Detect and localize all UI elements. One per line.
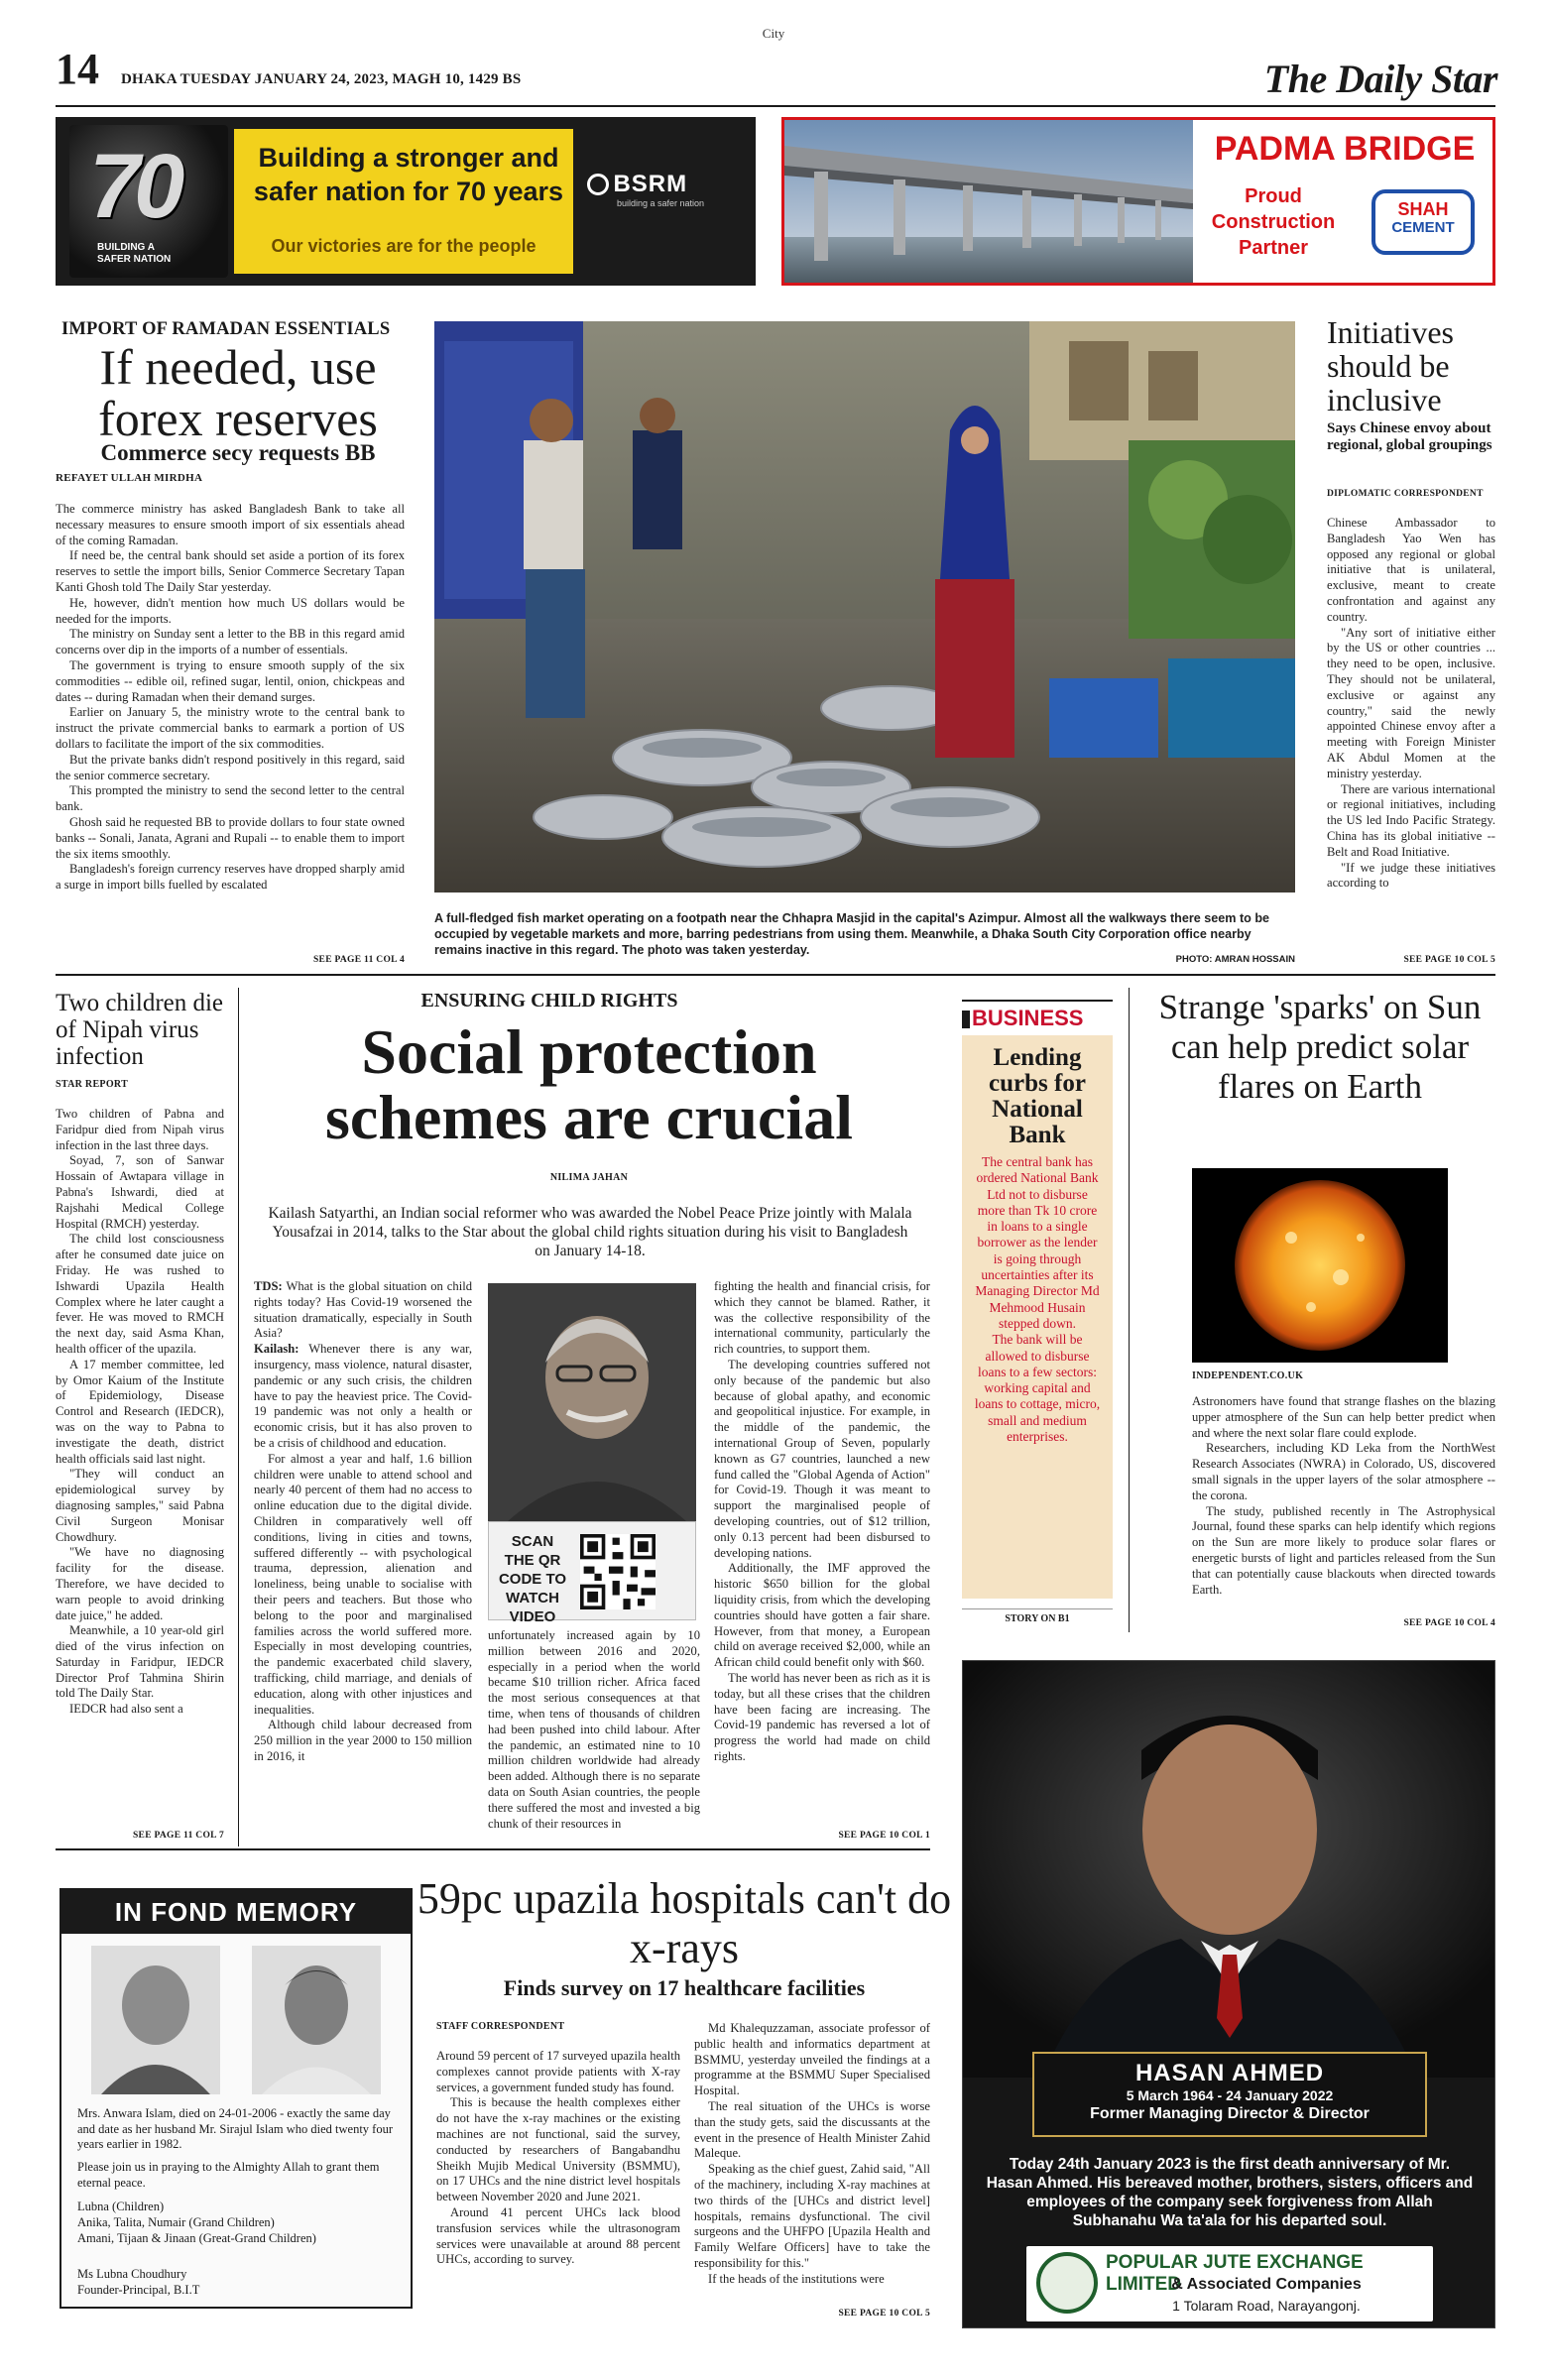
initiatives-subhead: Says Chinese envoy about regional, global groupings [1327,420,1492,453]
hasan-role: Former Managing Director & Director [1090,2105,1370,2122]
paragraph: Researchers, including KD Leka from the NorthWest Research Associates (NWRA) in Colorado, US, discovered small signals in the upper layers of the solar atmosphere -- the corona. [1192,1441,1495,1502]
bsrm-brand-tag: building a safer nation [617,198,705,208]
hasan-name: HASAN AHMED [1134,2060,1325,2086]
sparks-body [1192,1394,1495,1598]
photo-caption: A full-fledged fish market operating on a footpath near the Chhapra Masjid in the capital's Azimpur. Almost all the walkways there seem to be occupied by vegetable markets and more, barring pedestrians from using them. Meanwhile, a Dhaka South City Corporation office nearby remains inactive in this regard. The photo was taken yesterday. [434,911,1270,957]
business-panel [962,1035,1113,1599]
business-tag [962,1006,1113,1033]
memory-photo-right [252,1946,381,2094]
badge-sub: BUILDING A SAFER NATION [97,242,172,265]
business-text: The central bank has ordered National Bank Ltd not to disburse more than Tk 10 crore in loans to a single borrower as the lender is going through uncertainties after its Managing Director Md Mehmood Husain stepped down. [975,1154,1100,1331]
paragraph: Two children of Pabna and Faridpur died from Nipah virus infection in the last three days. [56,1107,224,1152]
qa-text: What is the global situation on child rights today? Has Covid-19 worsened the situation dramatically, especially in South Asia? [254,1279,472,1341]
paragraph: IEDCR had also sent a [69,1702,183,1717]
paragraph: The real situation of the UHCs is worse than the study gets, said the discussants at the event in the presence of Health Minister Zahid Maleque. [694,2098,930,2161]
business-text-2: The bank will be allowed to disburse loans to a few sectors: working capital and loans to cottage, micro, small and medium enterprises. [974,1332,1101,1445]
paragraph: "They will conduct an epidemiological survey by diagnosing samples," said Pabna Civil Surgeon Monisar Chowdhury. [56,1467,224,1544]
paragraph: "We have no diagnosing facility for the disease. Therefore, we have decided to warn people to avoid drinking date juice," he added. [56,1545,224,1622]
paragraph: The government is trying to ensure smooth supply of the six commodities -- edible oil, refined sugar, lentil, onion, chickpeas and dates -- during Ramadan when their demand surges. [56,657,405,704]
hospitals-col-1 [436,2049,680,2268]
paragraph: Earlier on January 5, the ministry wrote to the central bank to instruct the private commercial banks to earmark a portion of US dollars to facilitate the import of the six commodities. [56,705,405,751]
paragraph: The study, published recently in The Astrophysical Journal, found these sparks can help identify which regions on the Sun are more likely to produce solar flares or energetic bursts of light and particles released from the Sun that can potentially cause blackouts when directed towards Earth. [1192,1503,1495,1597]
paragraph: The world has never been as rich as it is today, but all these crises that the children have been facing are increasing. The Covid-19 pandemic has reversed a lot of progress the world had made on child rights. [714,1670,930,1763]
initiatives-byline: DIPLOMATIC CORRESPONDENT [1327,489,1484,499]
business-story-on: STORY ON B1 [962,1608,1113,1624]
paragraph: If the heads of the institutions were [708,2271,885,2286]
initiatives-headline[interactable]: Initiatives should be inclusive [1327,314,1454,417]
memory-photo-left [91,1946,220,2094]
memory-para-2: Please join us in praying to the Almighty Allah to grant them eternal peace. [77,2160,380,2190]
qa-label: TDS: [254,1279,283,1293]
fold-rule [56,974,1495,976]
paragraph: Speaking as the chief guest, Zahid said, "All of the machinery, including X-ray machines at two thirds of the [UHCs and district level] hospitals, remains dysfunctional. The civil surgeons and the UHFPO [Upazila Health and Family Welfare Officers] have to take the responsibility for this." [694,2162,930,2270]
header-rule [56,105,1495,107]
fond-memory-ad[interactable] [60,1888,413,2309]
bsrm-brand: BSRM [613,171,688,197]
business-tag-label: BUSINESS [972,1006,1084,1030]
dateline: DHAKA TUESDAY JANUARY 24, 2023, MAGH 10, 1429 BS [121,71,522,87]
hospitals-see-page[interactable]: SEE PAGE 10 COL 5 [838,2309,930,2319]
sun-image [1192,1168,1448,1363]
shah-cement-logo [1371,189,1475,255]
paragraph: If need be, the central bank should set aside a portion of its forex reserves to settle the import bills, Senior Commerce Secretary Tapan Kanti Ghosh told The Daily Star yesterday. [56,548,405,594]
shah-logo-line1: SHAH [1397,199,1449,219]
shah-logo-line2: CEMENT [1391,219,1455,236]
sparks-byline: INDEPENDENT.CO.UK [1192,1370,1304,1381]
paragraph: Meanwhile, a 10 year-old girl died of the virus infection on Saturday in Faridpur, IEDCR Director Prof Tahmina Shirin told The Daily Star. [56,1623,224,1701]
hasan-message: Today 24th January 2023 is the first death anniversary of Mr. Hasan Ahmed. His bereaved mother, brothers, sisters, officers and employees of the company seek forgiveness from Allah Subhanahu Wa ta'ala for his departed soul. [986,2156,1474,2229]
business-box[interactable] [962,1000,1113,1630]
qa-text: Whenever there is any war, insurgency, mass violence, natural disaster, pandemic or any such crisis, the children have to pay the heaviest price. The Covid-19 pandemic was not only a health or economic crisis, but it has also proven to be a crisis of childhood and education. [254,1342,473,1450]
memory-sign-2: Founder-Principal, B.I.T [77,2283,200,2297]
forex-subhead: Commerce secy requests BB [100,440,376,465]
social-intro: Kailash Satyarthi, an Indian social reformer who was awarded the Nobel Peace Prize jointly with Malala Yousafzai in 2014, talks to the Star about the global child rights situation during his visit to Bangladesh on January 14-18. [268,1205,912,1259]
qa-paragraph [254,1279,472,1342]
social-kicker: ENSURING CHILD RIGHTS [420,990,678,1012]
memory-family-1: Lubna (Children) [77,2200,165,2213]
col-rule [1129,988,1130,1632]
paragraph: Astronomers have found that strange flashes on the blazing upper atmosphere of the Sun can help better predict when and where the next solar flare could explode. [1192,1394,1495,1440]
memory-family-2: Anika, Talita, Numair (Grand Children) [77,2215,275,2229]
bsrm-headline: Building a stronger and safer nation for 70 years [253,143,564,206]
nipah-headline[interactable]: Two children die of Nipah virus infection [56,990,224,1070]
social-see-page[interactable]: SEE PAGE 10 COL 1 [838,1831,930,1841]
initiatives-body [1327,516,1495,892]
paragraph: The commerce ministry has asked Bangladesh Bank to take all necessary measures to ensure smooth import of six essentials ahead of the coming Ramadan. [56,502,405,547]
paragraph: Md Khalequzzaman, associate professor of public health and informatics department at BSMMU, yesterday unveiled the findings at a programme at the BSMMU Super Specialised Hospital. [694,2021,930,2098]
paragraph: This is because the health complexes either do not have the x-ray machines or the existing machines are not functional, said the survey, conducted by researchers of Bangabandhu Sheikh Mujib Medical University (BSMMU), on 17 UHCs and the nine district level hospitals between November 2020 and June 2021. [436,2095,680,2204]
bsrm-logo [587,171,746,230]
paragraph: This prompted the ministry to send the second letter to the central bank. [56,783,405,814]
padma-bridge-image [784,120,1193,283]
paragraph: The ministry on Sunday sent a letter to the BB in this regard amid concerns over dip in the imports of a number of essentials. [56,627,405,657]
social-headline[interactable]: Social protection schemes are crucial [325,1016,853,1152]
bsrm-subline: Our victories are for the people [271,236,537,256]
paragraph: There are various international or regional initiatives, including the US led Indo Pacific Strategy. China has its global initiative -- Belt and Road Initiative. [1327,781,1495,859]
paragraph: "Any sort of initiative either by the US or other countries ... they need to be open, inclusive. They should not be unilateral, exclusive or against any country," said the newly appointed Chinese envoy after a meeting with Foreign Minister AK Abdul Momen at the ministry yesterday. [1327,625,1495,780]
page-number: 14 [56,45,99,93]
kailash-portrait [488,1283,696,1521]
lower-rule [56,1848,930,1850]
paragraph: fighting the health and financial crisis, for which they cannot be blamed. Rather, it was the collective responsibility of the international community, particularly the rich countries, to support them. [714,1279,930,1357]
bsrm-yellow-panel [234,129,573,274]
hasan-portrait [963,1661,1495,2078]
qa-paragraph [254,1342,472,1452]
bsrm-70-badge [69,125,228,278]
jute-address: 1 Tolaram Road, Narayangonj. [1172,2298,1361,2314]
paragraph: The developing countries suffered not only because of the pandemic but also because of global apathy, and economic and geopolitical injustice. For example, in the middle of the pandemic, the international Group of Seven, popularly known as G7 countries, launched a new fund called the "Global Agenda of Action" for Covid-19. Though it was meant to support the marginalised people of developing countries, out of $12 trillion, only 0.13 percent had been disbursed to developing nations. [714,1357,930,1560]
paragraph: Additionally, the IMF approved the historic $650 billion for the global liquidity crisis, from which the developing countries should have gotten a fair share. However, from that money, a European child on average received $2,000, while an African child could benefit only with $60. [714,1561,930,1670]
paragraph: unfortunately increased again by 10 million between 2016 and 2020, especially in a period when the world became $10 trillion richer. Africa faced the most serious consequences at that time, when tens of thousands of children had been pushed into child labour. After the pandemic, an estimated nine to 10 million children worldwide had already been added. Although there is no separate data on South Asian countries, the people there suffered the most and invested a big chunk of their resources in [488,1628,700,1831]
nipah-body [56,1107,224,1718]
qa-paragraph: For almost a year and half, 1.6 billion children were unable to attend school and nearly 40 percent of them had no access to online education due to the digital divide. Children in comparatively well off conditions, living in cities and towns, suffered differently -- with psychological trauma, depression, alienation and loneliness, being unable to socialise with their peers and teachers. But those who belong to the poor and marginalised families across the world suffered more. Especially in most developing countries, the pandemic exacerbated child slavery, trafficking, child marriage, and denials of education, along with other injustices and inequalities. [254,1451,472,1717]
memory-title: IN FOND MEMORY [61,1890,411,1934]
forex-byline: REFAYET ULLAH MIRDHA [56,472,203,484]
hasan-dates: 5 March 1964 - 24 January 2022 [1126,2087,1334,2103]
paragraph: Around 59 percent of 17 surveyed upazila health complexes cannot provide patients with X-ray services, a government funded study has found. [436,2049,680,2094]
paragraph: A 17 member committee, led by Omor Kaium of the Institute of Epidemiology, Disease Control and Research (IEDCR), was on the way to Pabna to investigate the death, district health officials said last night. [56,1357,224,1466]
paragraph: He, however, didn't mention how much US dollars would be needed for the imports. [56,595,405,626]
forex-body [56,502,405,893]
jute-company-sub: & Associated Companies [1171,2276,1362,2293]
social-col-1 [254,1279,472,1765]
forex-kicker: IMPORT OF RAMADAN ESSENTIALS [61,319,391,339]
nipah-see-page[interactable]: SEE PAGE 11 COL 7 [132,1831,224,1841]
bsrm-ad[interactable] [56,117,756,286]
sparks-see-page[interactable]: SEE PAGE 10 COL 4 [1403,1618,1495,1628]
jute-logo-icon [1036,2252,1098,2314]
section-label: City [762,26,785,41]
forex-see-page[interactable]: SEE PAGE 11 COL 4 [312,955,405,965]
social-byline: NILIMA JAHAN [549,1172,629,1183]
masthead: The Daily Star [1263,57,1497,101]
qr-text: SCAN THE QR CODE TO WATCH VIDEO [498,1533,567,1625]
business-headline: Lending curbs for National Bank [989,1044,1086,1148]
hospitals-subhead: Finds survey on 17 healthcare facilities [503,1975,866,2000]
photo-credit: PHOTO: AMRAN HOSSAIN [1175,954,1295,965]
shah-ad-title: PADMA BRIDGE [1214,130,1476,168]
col-rule [238,988,239,1846]
social-col-2 [488,1628,700,1832]
qr-box[interactable] [488,1521,696,1625]
paragraph: But the private banks didn't respond positively in this regard, said the senior commerce secretary. [56,752,405,782]
jute-company: POPULAR JUTE EXCHANGE LIMITED [1106,2252,1364,2295]
fish-market-photo [434,321,1295,892]
hasan-memorial-ad[interactable] [962,1660,1495,2328]
sparks-headline[interactable]: Strange 'sparks' on Sun can help predict solar flares on Earth [1158,988,1482,1106]
qa-paragraph: Although child labour decreased from 250 million in the year 2000 to 150 million in 2016, it [254,1718,472,1763]
qr-code-icon [580,1534,656,1609]
paragraph: Bangladesh's foreign currency reserves have dropped sharply amid a surge in import bills fuelled by escalated [56,862,405,892]
paragraph: Around 41 percent UHCs lack blood transfusion services while the ultrasonogram services were unavailable at around 88 percent UHCs, according to survey. [436,2204,680,2267]
shah-cement-ad[interactable] [781,117,1495,286]
star-logo-icon [962,1011,970,1028]
initiatives-see-page[interactable]: SEE PAGE 10 COL 5 [1403,955,1495,965]
forex-headline[interactable]: If needed, use forex reserves [98,339,378,446]
paragraph: Soyad, 7, son of Sanwar Hossain of Awtapara village in Pabna's Ishwardi, died at Rajshahi Medical College Hospital (RMCH) yesterday. [56,1153,224,1231]
paragraph: "If we judge these initiatives according to [1327,860,1495,891]
paragraph: The child lost consciousness after he consumed date juice on Friday. He was rushed to Ishwardi Upazila Health Complex where he later caught a fever. He was moved to RMCH the next day, said Asma Khan, health officer of the upazila. [56,1232,224,1356]
paragraph: Ghosh said he requested BB to provide dollars to four state owned banks -- Sonali, Janata, Agrani and Rupali -- to enable them to import the six items smoothly. [56,814,405,861]
memory-sign-1: Ms Lubna Choudhury [77,2267,187,2281]
hasan-name-plate [1032,2052,1427,2137]
memory-family-3: Amani, Tijaan & Jinaan (Great-Grand Children) [77,2231,316,2245]
nipah-byline: STAR REPORT [56,1079,129,1090]
hospitals-col-2 [694,2021,930,2288]
badge-number: 70 [89,136,179,237]
hospitals-byline: STAFF CORRESPONDENT [436,2021,565,2032]
social-col-3 [714,1279,930,1765]
shah-ad-tagline: Proud Construction Partner [1211,185,1336,259]
hospitals-headline[interactable]: 59pc upazila hospitals can't do x-rays [417,1874,952,1972]
paragraph: Chinese Ambassador to Bangladesh Yao Wen has opposed any regional or global initiative that is unilateral, exclusive, meant to create confrontation and against any country. [1327,516,1495,624]
bsrm-logo-icon [587,174,609,195]
portrait-image [488,1283,696,1521]
qa-label: Kailash: [254,1342,299,1357]
jute-company-box [1026,2246,1433,2321]
memory-para-1: Mrs. Anwara Islam, died on 24-01-2006 - exactly the same day and date as her husband Mr. Sirajul Islam who died twenty four years earlier in 1982. [77,2106,393,2151]
